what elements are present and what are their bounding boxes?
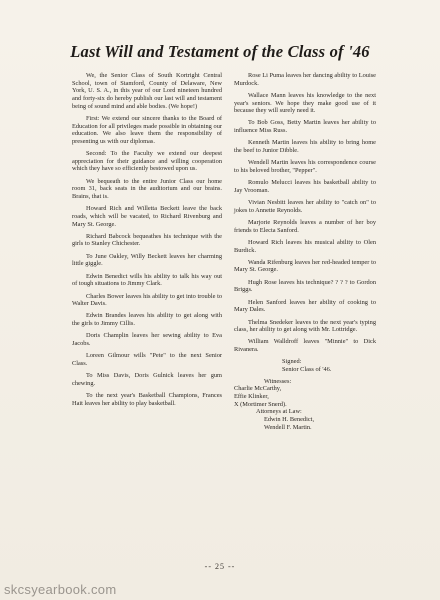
page-title: Last Will and Testament of the Class of '46 bbox=[70, 42, 370, 61]
signed-label: Signed: bbox=[282, 358, 302, 366]
will-paragraph: Howard Rich leaves his musical ability to Olen Burdick. bbox=[234, 238, 376, 254]
will-paragraph: Edwin Brandes leaves his ability to get along with the girls to Jimmy Cillis. bbox=[72, 312, 222, 328]
will-paragraph: Hugh Rose leaves his technique? ? ? ? to Gordon Briggs. bbox=[234, 278, 376, 294]
witness-name: X (Mortimer Snerd). bbox=[234, 400, 287, 408]
will-paragraph: To Bob Goss, Betty Martin leaves her ability to influence Miss Russ. bbox=[234, 119, 376, 135]
signer-name: Senior Class of '46. bbox=[282, 366, 332, 373]
witness-name: Effie Klinker, bbox=[234, 392, 269, 400]
left-column bbox=[72, 72, 222, 412]
will-paragraph: Romulo Melucci leaves his basketball ability to Jay Vrooman. bbox=[234, 179, 376, 194]
will-paragraph: First: We extend our sincere thanks to the Board of Education for all privileges made possible in obtaining our education. We also leave them the responsibility of presenting us with our diplomas. bbox=[72, 114, 222, 145]
will-paragraph: Howard Rich and Willetta Beckett leave the back roads, which will be vacated, to Richard Rivenburg and Mary St. George. bbox=[72, 205, 222, 228]
will-paragraph: Wanda Rifenburg leaves her red-headed temper to Mary St. George. bbox=[234, 258, 376, 274]
will-paragraph: Marjorie Reynolds leaves a number of her boy friends to Electa Sanford. bbox=[234, 219, 376, 234]
will-paragraph: Edwin Benedict wills his ability to talk his way out of tough situations to Jimmy Clark. bbox=[72, 272, 222, 288]
will-paragraph: We bequeath to the entire Junior Class our home room 31, back seats in the auditorium and our brains. Brains, that is. bbox=[72, 177, 222, 200]
right-column bbox=[234, 72, 376, 431]
witnesses-label: Witnesses: bbox=[264, 377, 292, 385]
will-paragraph: We, the Senior Class of South Kortright Central School, town of Stamford, County of Delaware, New York, U. S. A., in this year of our Lord nineteen hundred and forty-six do hereby publish our last will and testament being of sound mind and able bodies. (We hope!) bbox=[72, 72, 222, 110]
witness-name: Charlie McCarthy, bbox=[234, 385, 282, 393]
will-paragraph: Loreen Gilmour wills "Pete" to the next Senior Class. bbox=[72, 352, 222, 367]
will-paragraph: Second: To the Faculty we extend our deepest appreciation for their guidance and willing cooperation which they have so efficiently bestowed upon us. bbox=[72, 150, 222, 173]
will-paragraph: Doris Champlin leaves her sewing ability to Eva Jacobs. bbox=[72, 332, 222, 347]
will-paragraph: To the next year's Basketball Champions, Frances Hait leaves her ability to play basketball. bbox=[72, 392, 222, 407]
will-paragraph: Charles Bower leaves his ability to get into trouble to Walter Davis. bbox=[72, 292, 222, 308]
will-paragraph: Richard Babcock bequeathes his technique with the girls to Stanley Chichester. bbox=[72, 232, 222, 248]
will-paragraph: Wendell Martin leaves his correspondence course to his beloved brother, "Pepper". bbox=[234, 159, 376, 174]
attorneys-label: Attorneys at Law: bbox=[256, 408, 302, 416]
will-paragraph: Rose Li Puma leaves her dancing ability to Louise Murdock. bbox=[234, 72, 376, 87]
signature-block bbox=[234, 358, 376, 431]
site-watermark: skcsyearbook.com bbox=[4, 582, 117, 597]
page-number: -- 25 -- bbox=[204, 562, 236, 571]
will-paragraph: Kenneth Martin leaves his ability to bring home the beef to Junior Dibble. bbox=[234, 139, 376, 155]
will-paragraph: Vivian Nesbitt leaves her ability to "catch on" to jokes to Annette Reynolds. bbox=[234, 199, 376, 214]
will-paragraph: Helen Sanford leaves her ability of cooking to Mary Dales. bbox=[234, 298, 376, 314]
will-paragraph: Thelma Snedeker leaves to the next year's typing class, her ability to get along with Mr. Lottridge. bbox=[234, 318, 376, 334]
will-paragraph: William Walldroff leaves "Minnie" to Dick Rivanera. bbox=[234, 338, 376, 354]
will-paragraph: Wallace Mann leaves his knowledge to the next year's seniors. We hope they make good use of it because they will surely need it. bbox=[234, 91, 376, 115]
will-paragraph: To Miss Davis, Doris Gulnick leaves her gum chewing. bbox=[72, 372, 222, 387]
attorney-name: Wendell F. Martin. bbox=[264, 423, 312, 431]
attorney-name: Edwin H. Benedict, bbox=[264, 415, 315, 423]
will-paragraph: To June Oakley, Willy Beckett leaves her charming little giggle. bbox=[72, 252, 222, 268]
